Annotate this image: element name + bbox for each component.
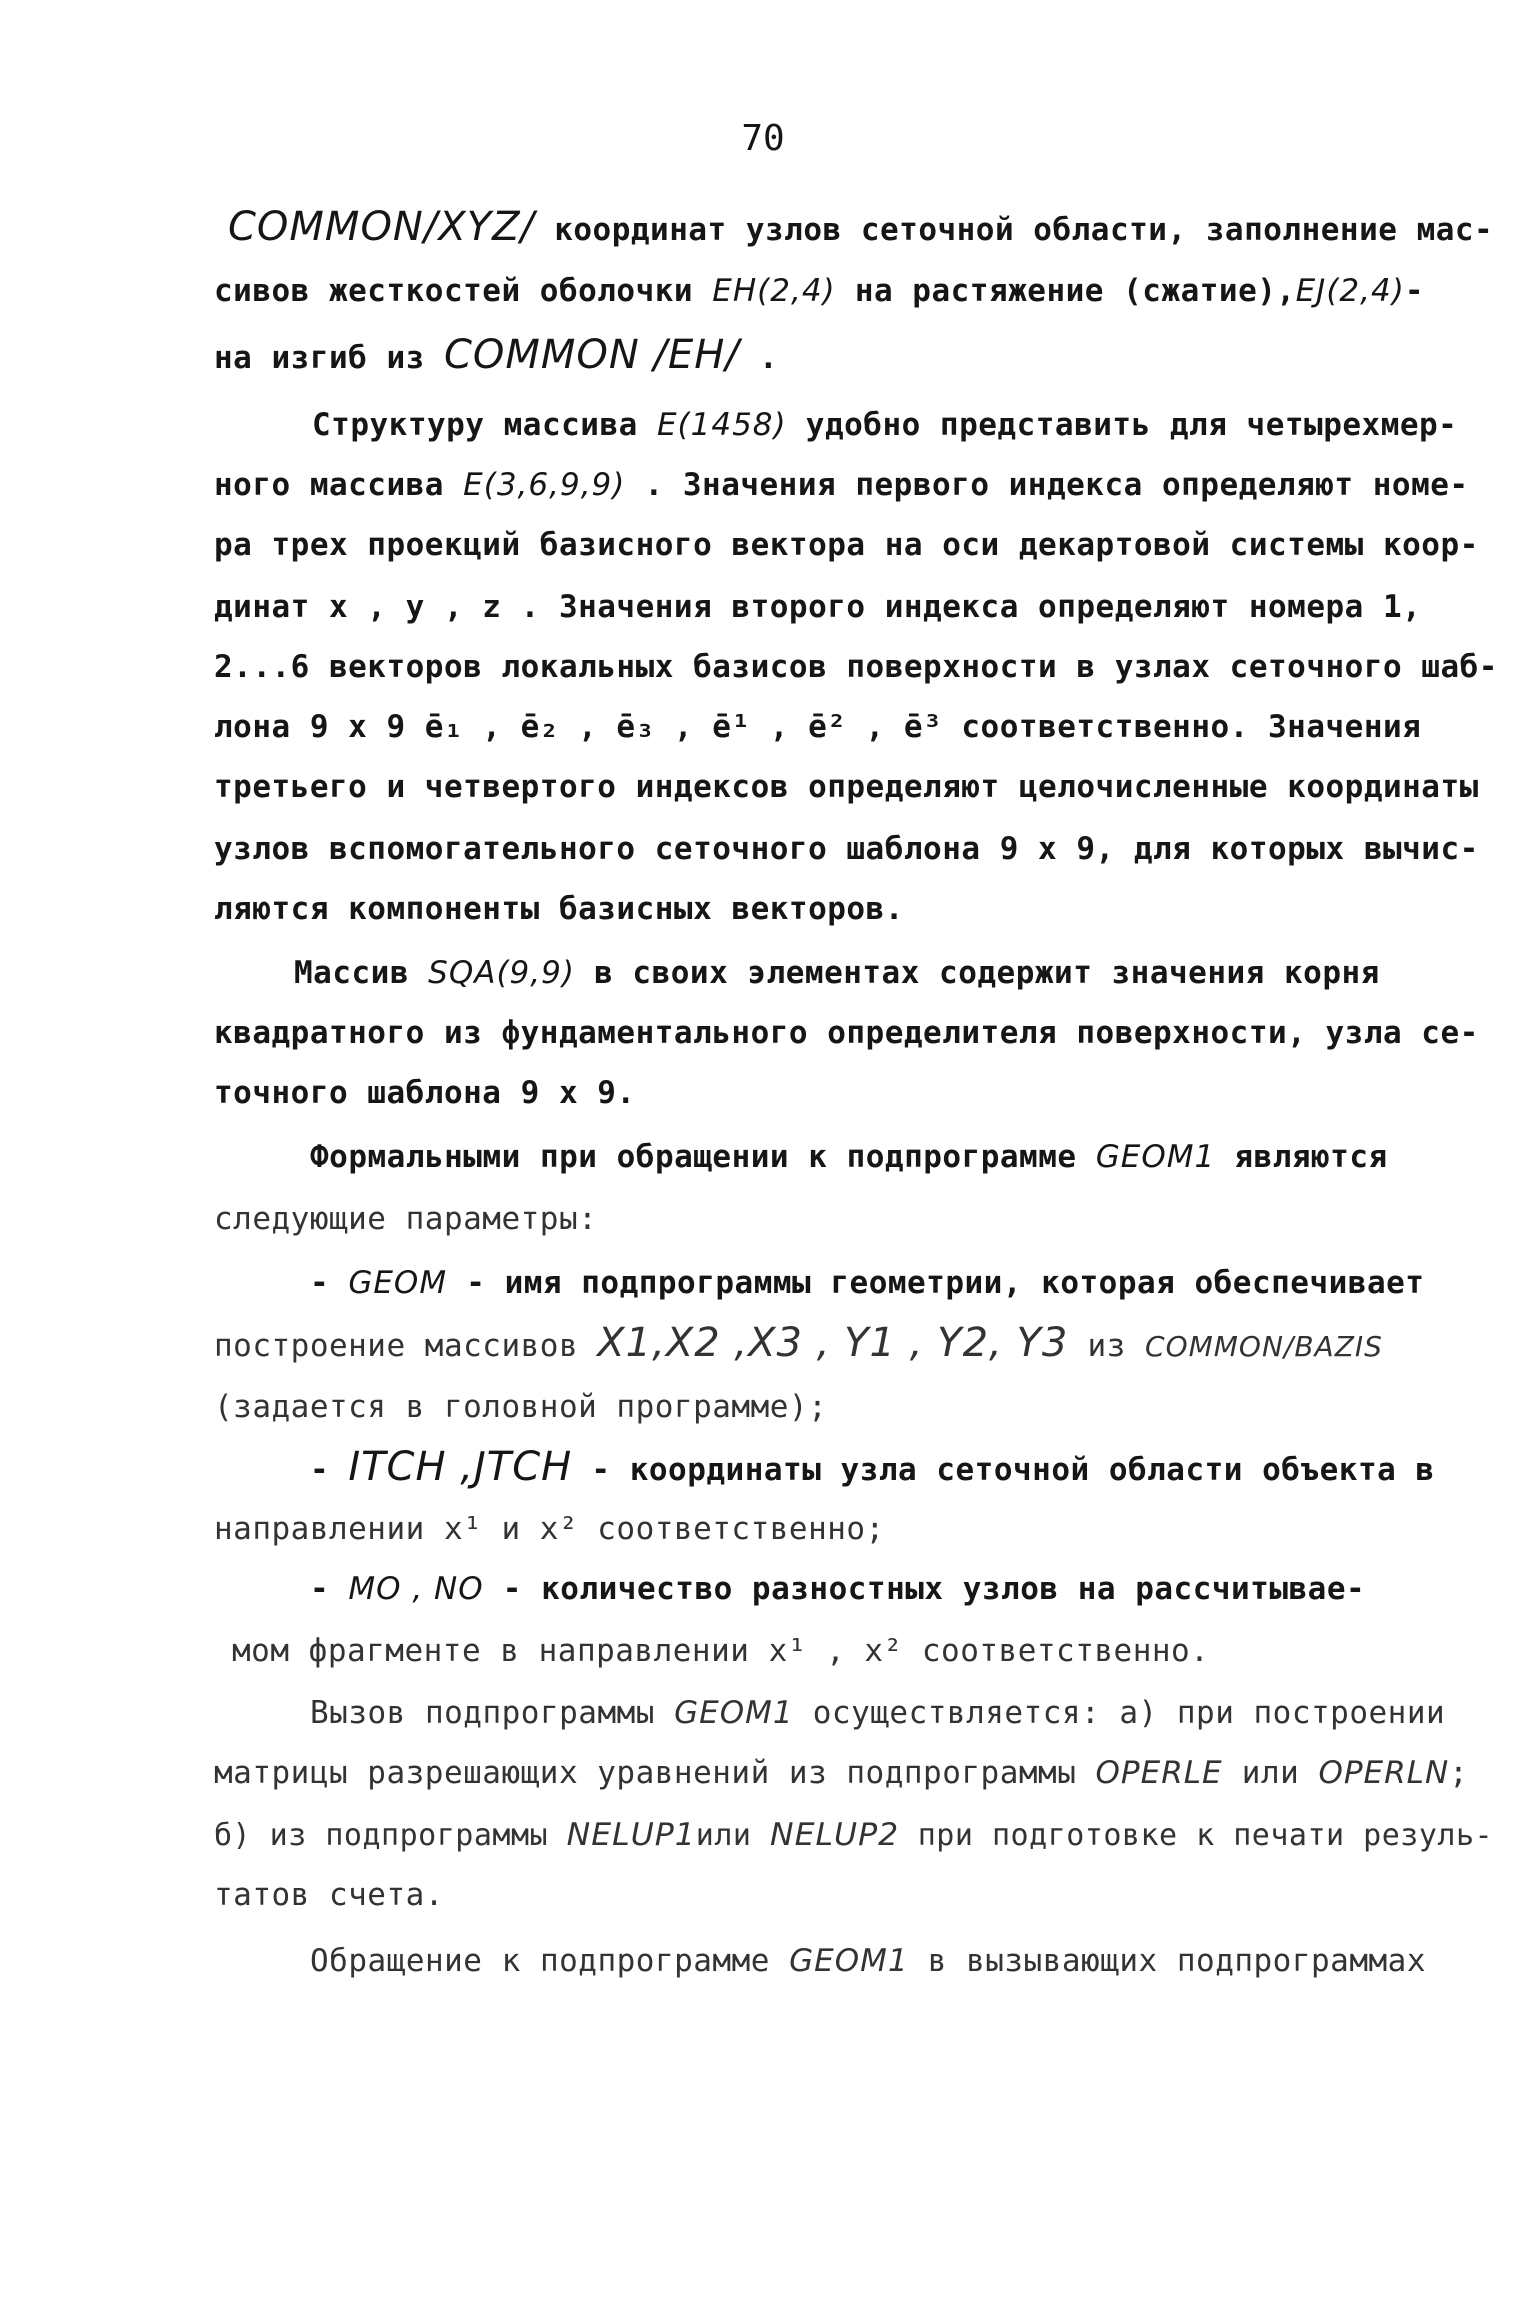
text-span: на изгиб из <box>214 340 444 376</box>
code-ref: GEOM <box>348 1265 448 1301</box>
text-span: или <box>695 1818 771 1853</box>
text-line: узлов вспомогательного сеточного шаблона 9 x 9, для которых вычис- <box>214 831 1479 867</box>
text-span: Вызов подпрограммы <box>310 1695 675 1731</box>
code-ref: OPERLE <box>1095 1755 1223 1791</box>
text-span: - <box>310 1265 349 1301</box>
text-line <box>310 1138 1388 1176</box>
text-span: Обращение к подпрограмме <box>310 1943 790 1979</box>
text-line <box>310 1942 1426 1980</box>
text-line: 2...6 векторов локальных базисов поверхности в узлах сеточного шаб- <box>214 649 1498 685</box>
text-span: сивов жесткостей оболочки <box>214 273 713 309</box>
code-ref: EJ(2,4) <box>1295 273 1405 309</box>
text-span: Массив <box>294 955 429 991</box>
text-span: . Значения первого индекса определяют номе- <box>625 467 1469 503</box>
text-line <box>214 1754 1468 1792</box>
code-ref: SQA(9,9) <box>428 955 575 991</box>
text-span: - <box>310 1452 349 1488</box>
code-ref: GEOM1 <box>674 1695 794 1731</box>
text-span: из <box>1068 1328 1146 1364</box>
text-line <box>228 204 1494 250</box>
text-span: - <box>1404 273 1424 309</box>
code-ref: COMMON/XYZ/ <box>228 204 536 250</box>
text-span: в вызывающих подпрограммах <box>908 1943 1426 1979</box>
text-line <box>310 1694 1445 1732</box>
text-line: мом фрагменте в направлении x¹ , x² соответственно. <box>232 1633 1210 1669</box>
code-ref: MO , NO <box>348 1571 484 1607</box>
code-ref: NELUP2 <box>770 1817 900 1853</box>
text-line <box>214 1320 1383 1366</box>
text-line: татов счета. <box>214 1877 444 1913</box>
text-span: Структуру массива <box>312 407 657 443</box>
text-span: или <box>1222 1755 1319 1791</box>
text-span: - количество разностных узлов на рассчитывае- <box>483 1571 1366 1607</box>
text-line: ляются компоненты базисных векторов. <box>214 891 904 927</box>
text-span: б) из подпрограммы <box>214 1818 567 1853</box>
text-line: динат x , y , z . Значения второго индекса определяют номера 1, <box>214 589 1422 625</box>
code-ref: GEOM1 <box>1095 1139 1216 1175</box>
text-line: точного шаблона 9 x 9. <box>214 1075 636 1111</box>
code-ref: NELUP1 <box>566 1817 696 1853</box>
text-span: матрицы разрешающих уравнений из подпрограммы <box>214 1755 1096 1791</box>
text-line <box>214 272 1424 310</box>
text-line <box>310 1444 1435 1490</box>
text-span: на растяжение (сжатие), <box>835 273 1296 309</box>
text-span: ; <box>1449 1755 1469 1791</box>
text-span: координат узлов сеточной области, заполнение мас- <box>535 212 1494 248</box>
code-ref: EH(2,4) <box>712 273 836 309</box>
text-span: при подготовке к печати резуль- <box>899 1818 1494 1853</box>
page-number: 70 <box>741 118 785 159</box>
code-ref: X1,X2 ,X3 , Y1 , Y2, Y3 <box>597 1320 1069 1366</box>
text-line <box>214 466 1469 504</box>
code-ref: OPERLN <box>1318 1755 1450 1791</box>
text-span: - координаты узла сеточной области объекта в <box>572 1452 1435 1488</box>
text-line <box>214 1816 1493 1855</box>
code-ref: E(3,6,9,9) <box>463 467 626 503</box>
text-line: ра трех проекций базисного вектора на оси декартовой системы коор- <box>214 527 1479 563</box>
text-span: . <box>739 340 779 376</box>
text-line <box>310 1264 1424 1302</box>
text-line: направлении x¹ и x² соответственно; <box>214 1511 885 1547</box>
code-ref: COMMON/BAZIS <box>1145 1330 1383 1363</box>
text-span: - имя подпрограммы геометрии, которая обеспечивает <box>447 1265 1425 1301</box>
code-ref: COMMON /EH/ <box>443 332 740 378</box>
text-span: в своих элементах содержит значения корня <box>574 955 1380 991</box>
text-span: - <box>310 1571 349 1607</box>
text-line: следующие параметры: <box>214 1201 598 1237</box>
text-line: лона 9 x 9 ē₁ , ē₂ , ē₃ , ē¹ , ē² , ē³ соответственно. Значения <box>214 709 1422 745</box>
text-span: удобно представить для четырехмер- <box>786 407 1458 443</box>
text-span: ного массива <box>214 467 464 503</box>
code-ref: E(1458) <box>656 407 787 443</box>
text-line <box>214 332 779 378</box>
text-line <box>310 1570 1365 1608</box>
text-span: являются <box>1215 1139 1388 1175</box>
text-line: (задается в головной программе); <box>214 1389 828 1425</box>
text-line: квадратного из фундаментального определителя поверхности, узла се- <box>214 1015 1479 1051</box>
text-span: Формальными при обращении к подпрограмме <box>310 1139 1096 1175</box>
code-ref: GEOM1 <box>789 1943 909 1979</box>
text-span: построение массивов <box>214 1328 598 1364</box>
text-span: осуществляется: а) при построении <box>793 1695 1446 1731</box>
code-ref: ITCH ,JTCH <box>348 1444 573 1490</box>
text-line <box>294 954 1380 992</box>
text-line <box>312 406 1457 444</box>
text-line: третьего и четвертого индексов определяют целочисленные координаты <box>214 769 1479 805</box>
